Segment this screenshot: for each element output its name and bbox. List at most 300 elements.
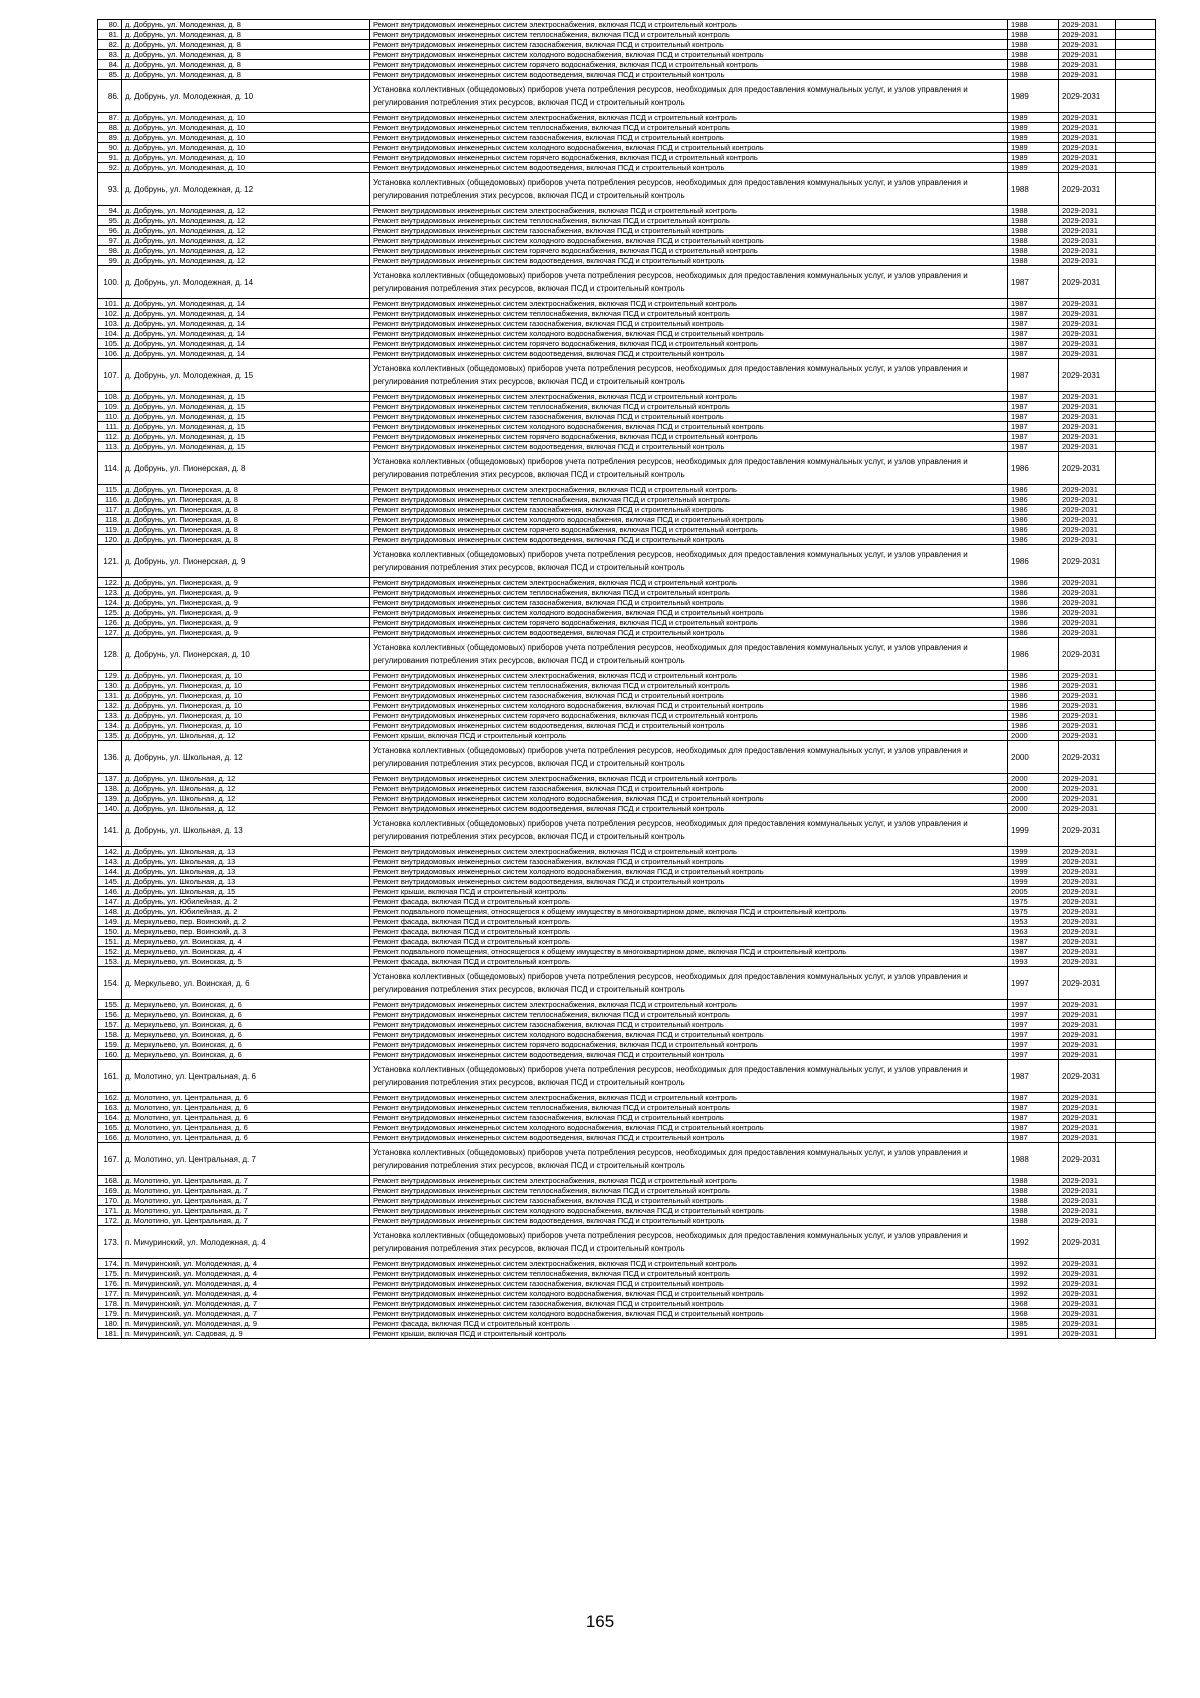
row-number: 89.	[98, 133, 122, 143]
period-cell: 2029-2031	[1059, 877, 1116, 887]
address-cell: п. Мичуринский, ул. Молодежная, д. 4	[122, 1269, 370, 1279]
row-number: 163.	[98, 1103, 122, 1113]
empty-cell	[1116, 947, 1156, 957]
period-cell: 2029-2031	[1059, 1309, 1116, 1319]
address-cell: д. Добрунь, ул. Пионерская, д. 8	[122, 515, 370, 525]
table-row	[98, 50, 1156, 60]
row-number: 97.	[98, 236, 122, 246]
empty-cell	[1116, 784, 1156, 794]
row-number: 128.	[98, 638, 122, 671]
address-cell: д. Добрунь, ул. Молодежная, д. 15	[122, 432, 370, 442]
table-row	[98, 1269, 1156, 1279]
address-cell: д. Добрунь, ул. Пионерская, д. 8	[122, 495, 370, 505]
table-row	[98, 485, 1156, 495]
period-cell: 2029-2031	[1059, 40, 1116, 50]
table-row	[98, 711, 1156, 721]
table-row	[98, 947, 1156, 957]
address-cell: д. Добрунь, ул. Молодежная, д. 14	[122, 309, 370, 319]
work-type-cell: Установка коллективных (общедомовых) приборов учета потребления ресурсов, необходимых для предоставления коммунальных услуг, и узлов управления и регулирования потребления этих ресурсов, включая ПСД и строительный контроль	[370, 1226, 1008, 1259]
year-cell: 1987	[1008, 1060, 1059, 1093]
period-cell: 2029-2031	[1059, 485, 1116, 495]
work-type-cell: Ремонт внутридомовых инженерных систем горячего водоснабжения, включая ПСД и строительный контроль	[370, 246, 1008, 256]
table-row	[98, 794, 1156, 804]
period-cell: 2029-2031	[1059, 804, 1116, 814]
year-cell: 2000	[1008, 731, 1059, 741]
year-cell: 1987	[1008, 432, 1059, 442]
row-number: 107.	[98, 359, 122, 392]
empty-cell	[1116, 1176, 1156, 1186]
period-cell: 2029-2031	[1059, 1269, 1116, 1279]
table-row	[98, 927, 1156, 937]
period-cell: 2029-2031	[1059, 1226, 1116, 1259]
address-cell: д. Добрунь, ул. Пионерская, д. 9	[122, 588, 370, 598]
table-row	[98, 339, 1156, 349]
year-cell: 1988	[1008, 20, 1059, 30]
table-row	[98, 515, 1156, 525]
work-type-cell: Ремонт внутридомовых инженерных систем теплоснабжения, включая ПСД и строительный контроль	[370, 681, 1008, 691]
period-cell: 2029-2031	[1059, 60, 1116, 70]
year-cell: 1989	[1008, 163, 1059, 173]
table-row	[98, 957, 1156, 967]
address-cell: д. Добрунь, ул. Молодежная, д. 12	[122, 206, 370, 216]
empty-cell	[1116, 691, 1156, 701]
empty-cell	[1116, 226, 1156, 236]
row-number: 165.	[98, 1123, 122, 1133]
year-cell: 1989	[1008, 113, 1059, 123]
work-type-cell: Ремонт внутридомовых инженерных систем холодного водоснабжения, включая ПСД и строительный контроль	[370, 422, 1008, 432]
address-cell: д. Меркульево, ул. Воинская, д. 5	[122, 957, 370, 967]
table-row	[98, 349, 1156, 359]
address-cell: д. Меркульево, ул. Воинская, д. 6	[122, 1000, 370, 1010]
row-number: 179.	[98, 1309, 122, 1319]
work-type-cell: Ремонт внутридомовых инженерных систем электроснабжения, включая ПСД и строительный контроль	[370, 206, 1008, 216]
year-cell: 1989	[1008, 133, 1059, 143]
row-number: 123.	[98, 588, 122, 598]
table-row	[98, 784, 1156, 794]
empty-cell	[1116, 216, 1156, 226]
period-cell: 2029-2031	[1059, 329, 1116, 339]
period-cell: 2029-2031	[1059, 578, 1116, 588]
row-number: 166.	[98, 1133, 122, 1143]
work-type-cell: Ремонт внутридомовых инженерных систем холодного водоснабжения, включая ПСД и строительный контроль	[370, 701, 1008, 711]
period-cell: 2029-2031	[1059, 525, 1116, 535]
work-type-cell: Ремонт внутридомовых инженерных систем теплоснабжения, включая ПСД и строительный контроль	[370, 309, 1008, 319]
year-cell: 1986	[1008, 638, 1059, 671]
period-cell: 2029-2031	[1059, 1113, 1116, 1123]
work-type-cell: Ремонт внутридомовых инженерных систем холодного водоснабжения, включая ПСД и строительный контроль	[370, 794, 1008, 804]
row-number: 129.	[98, 671, 122, 681]
work-type-cell: Ремонт внутридомовых инженерных систем электроснабжения, включая ПСД и строительный контроль	[370, 1093, 1008, 1103]
work-type-cell: Ремонт внутридомовых инженерных систем водоотведения, включая ПСД и строительный контроль	[370, 163, 1008, 173]
work-type-cell: Ремонт внутридомовых инженерных систем теплоснабжения, включая ПСД и строительный контроль	[370, 402, 1008, 412]
work-type-cell: Ремонт внутридомовых инженерных систем холодного водоснабжения, включая ПСД и строительный контроль	[370, 515, 1008, 525]
work-type-cell: Ремонт внутридомовых инженерных систем водоотведения, включая ПСД и строительный контроль	[370, 721, 1008, 731]
address-cell: д. Добрунь, ул. Пионерская, д. 9	[122, 618, 370, 628]
year-cell: 1987	[1008, 299, 1059, 309]
work-type-cell: Ремонт фасада, включая ПСД и строительный контроль	[370, 957, 1008, 967]
year-cell: 1986	[1008, 495, 1059, 505]
period-cell: 2029-2031	[1059, 392, 1116, 402]
table-row	[98, 20, 1156, 30]
table-row	[98, 1196, 1156, 1206]
empty-cell	[1116, 20, 1156, 30]
year-cell: 1987	[1008, 1093, 1059, 1103]
period-cell: 2029-2031	[1059, 1060, 1116, 1093]
row-number: 116.	[98, 495, 122, 505]
work-type-cell: Ремонт фасада, включая ПСД и строительный контроль	[370, 897, 1008, 907]
address-cell: п. Мичуринский, ул. Молодежная, д. 4	[122, 1259, 370, 1269]
year-cell: 2000	[1008, 804, 1059, 814]
year-cell: 2000	[1008, 794, 1059, 804]
address-cell: д. Добрунь, ул. Молодежная, д. 14	[122, 266, 370, 299]
period-cell: 2029-2031	[1059, 721, 1116, 731]
address-cell: п. Мичуринский, ул. Садовая, д. 9	[122, 1329, 370, 1339]
table-row	[98, 113, 1156, 123]
address-cell: д. Добрунь, ул. Пионерская, д. 8	[122, 525, 370, 535]
address-cell: д. Молотино, ул. Центральная, д. 7	[122, 1186, 370, 1196]
row-number: 142.	[98, 847, 122, 857]
works-table	[97, 19, 1156, 1339]
row-number: 113.	[98, 442, 122, 452]
period-cell: 2029-2031	[1059, 671, 1116, 681]
year-cell: 1987	[1008, 1103, 1059, 1113]
empty-cell	[1116, 442, 1156, 452]
row-number: 84.	[98, 60, 122, 70]
table-row	[98, 266, 1156, 299]
empty-cell	[1116, 721, 1156, 731]
year-cell: 1986	[1008, 618, 1059, 628]
year-cell: 1988	[1008, 1143, 1059, 1176]
address-cell: д. Добрунь, ул. Школьная, д. 13	[122, 814, 370, 847]
year-cell: 1989	[1008, 153, 1059, 163]
table-row	[98, 153, 1156, 163]
table-row	[98, 721, 1156, 731]
period-cell: 2029-2031	[1059, 1176, 1116, 1186]
year-cell: 1988	[1008, 173, 1059, 206]
empty-cell	[1116, 1093, 1156, 1103]
row-number: 86.	[98, 80, 122, 113]
year-cell: 1987	[1008, 422, 1059, 432]
row-number: 175.	[98, 1269, 122, 1279]
period-cell: 2029-2031	[1059, 143, 1116, 153]
table-row	[98, 804, 1156, 814]
empty-cell	[1116, 422, 1156, 432]
address-cell: д. Молотино, ул. Центральная, д. 6	[122, 1093, 370, 1103]
year-cell: 1988	[1008, 50, 1059, 60]
work-type-cell: Ремонт внутридомовых инженерных систем электроснабжения, включая ПСД и строительный контроль	[370, 299, 1008, 309]
year-cell: 1985	[1008, 1319, 1059, 1329]
year-cell: 1986	[1008, 452, 1059, 485]
empty-cell	[1116, 319, 1156, 329]
period-cell: 2029-2031	[1059, 402, 1116, 412]
table-row	[98, 578, 1156, 588]
table-row	[98, 40, 1156, 50]
address-cell: д. Добрунь, ул. Молодежная, д. 14	[122, 329, 370, 339]
address-cell: д. Добрунь, ул. Школьная, д. 12	[122, 804, 370, 814]
work-type-cell: Ремонт внутридомовых инженерных систем холодного водоснабжения, включая ПСД и строительный контроль	[370, 143, 1008, 153]
work-type-cell: Установка коллективных (общедомовых) приборов учета потребления ресурсов, необходимых для предоставления коммунальных услуг, и узлов управления и регулирования потребления этих ресурсов, включая ПСД и строительный контроль	[370, 1143, 1008, 1176]
table-row	[98, 1186, 1156, 1196]
address-cell: д. Молотино, ул. Центральная, д. 6	[122, 1123, 370, 1133]
empty-cell	[1116, 80, 1156, 113]
work-type-cell: Ремонт внутридомовых инженерных систем горячего водоснабжения, включая ПСД и строительный контроль	[370, 618, 1008, 628]
empty-cell	[1116, 588, 1156, 598]
empty-cell	[1116, 1000, 1156, 1010]
year-cell: 1999	[1008, 877, 1059, 887]
table-row	[98, 857, 1156, 867]
period-cell: 2029-2031	[1059, 299, 1116, 309]
empty-cell	[1116, 123, 1156, 133]
period-cell: 2029-2031	[1059, 319, 1116, 329]
table-row	[98, 173, 1156, 206]
work-type-cell: Ремонт внутридомовых инженерных систем электроснабжения, включая ПСД и строительный контроль	[370, 113, 1008, 123]
row-number: 109.	[98, 402, 122, 412]
year-cell: 1988	[1008, 1206, 1059, 1216]
table-row	[98, 1143, 1156, 1176]
table-row	[98, 1000, 1156, 1010]
table-row	[98, 867, 1156, 877]
period-cell: 2029-2031	[1059, 741, 1116, 774]
year-cell: 1997	[1008, 967, 1059, 1000]
table-row	[98, 392, 1156, 402]
row-number: 91.	[98, 153, 122, 163]
address-cell: д. Добрунь, ул. Пионерская, д. 8	[122, 535, 370, 545]
empty-cell	[1116, 618, 1156, 628]
period-cell: 2029-2031	[1059, 1259, 1116, 1269]
table-row	[98, 907, 1156, 917]
work-type-cell: Ремонт внутридомовых инженерных систем электроснабжения, включая ПСД и строительный контроль	[370, 1000, 1008, 1010]
row-number: 119.	[98, 525, 122, 535]
table-row	[98, 206, 1156, 216]
period-cell: 2029-2031	[1059, 638, 1116, 671]
row-number: 96.	[98, 226, 122, 236]
row-number: 83.	[98, 50, 122, 60]
row-number: 102.	[98, 309, 122, 319]
table-row	[98, 309, 1156, 319]
empty-cell	[1116, 1133, 1156, 1143]
empty-cell	[1116, 1103, 1156, 1113]
period-cell: 2029-2031	[1059, 163, 1116, 173]
year-cell: 1988	[1008, 246, 1059, 256]
period-cell: 2029-2031	[1059, 1030, 1116, 1040]
period-cell: 2029-2031	[1059, 216, 1116, 226]
table-row	[98, 1319, 1156, 1329]
work-type-cell: Ремонт крыши, включая ПСД и строительный контроль	[370, 1329, 1008, 1339]
address-cell: д. Добрунь, ул. Молодежная, д. 8	[122, 40, 370, 50]
empty-cell	[1116, 133, 1156, 143]
work-type-cell: Ремонт внутридомовых инженерных систем газоснабжения, включая ПСД и строительный контроль	[370, 691, 1008, 701]
table-row	[98, 70, 1156, 80]
empty-cell	[1116, 30, 1156, 40]
year-cell: 1987	[1008, 1113, 1059, 1123]
work-type-cell: Ремонт внутридомовых инженерных систем газоснабжения, включая ПСД и строительный контроль	[370, 1113, 1008, 1123]
empty-cell	[1116, 432, 1156, 442]
year-cell: 1986	[1008, 701, 1059, 711]
address-cell: д. Добрунь, ул. Школьная, д. 15	[122, 887, 370, 897]
year-cell: 1986	[1008, 535, 1059, 545]
row-number: 138.	[98, 784, 122, 794]
empty-cell	[1116, 70, 1156, 80]
row-number: 143.	[98, 857, 122, 867]
year-cell: 1986	[1008, 598, 1059, 608]
period-cell: 2029-2031	[1059, 20, 1116, 30]
row-number: 170.	[98, 1196, 122, 1206]
address-cell: п. Мичуринский, ул. Молодежная, д. 4	[122, 1279, 370, 1289]
table-row	[98, 671, 1156, 681]
empty-cell	[1116, 1206, 1156, 1216]
period-cell: 2029-2031	[1059, 452, 1116, 485]
empty-cell	[1116, 711, 1156, 721]
period-cell: 2029-2031	[1059, 1020, 1116, 1030]
period-cell: 2029-2031	[1059, 442, 1116, 452]
row-number: 98.	[98, 246, 122, 256]
period-cell: 2029-2031	[1059, 256, 1116, 266]
work-type-cell: Ремонт внутридомовых инженерных систем газоснабжения, включая ПСД и строительный контроль	[370, 1196, 1008, 1206]
year-cell: 1999	[1008, 867, 1059, 877]
address-cell: д. Добрунь, ул. Молодежная, д. 15	[122, 402, 370, 412]
row-number: 100.	[98, 266, 122, 299]
year-cell: 1999	[1008, 814, 1059, 847]
period-cell: 2029-2031	[1059, 1050, 1116, 1060]
table-row	[98, 60, 1156, 70]
row-number: 125.	[98, 608, 122, 618]
work-type-cell: Ремонт фасада, включая ПСД и строительный контроль	[370, 1319, 1008, 1329]
empty-cell	[1116, 907, 1156, 917]
empty-cell	[1116, 638, 1156, 671]
row-number: 121.	[98, 545, 122, 578]
address-cell: д. Добрунь, ул. Молодежная, д. 8	[122, 20, 370, 30]
empty-cell	[1116, 359, 1156, 392]
address-cell: д. Молотино, ул. Центральная, д. 6	[122, 1113, 370, 1123]
period-cell: 2029-2031	[1059, 588, 1116, 598]
empty-cell	[1116, 887, 1156, 897]
table-row	[98, 814, 1156, 847]
year-cell: 1987	[1008, 309, 1059, 319]
empty-cell	[1116, 598, 1156, 608]
row-number: 160.	[98, 1050, 122, 1060]
address-cell: д. Добрунь, ул. Молодежная, д. 10	[122, 123, 370, 133]
year-cell: 1997	[1008, 1050, 1059, 1060]
period-cell: 2029-2031	[1059, 917, 1116, 927]
work-type-cell: Ремонт фасада, включая ПСД и строительный контроль	[370, 917, 1008, 927]
work-type-cell: Установка коллективных (общедомовых) приборов учета потребления ресурсов, необходимых для предоставления коммунальных услуг, и узлов управления и регулирования потребления этих ресурсов, включая ПСД и строительный контроль	[370, 967, 1008, 1000]
period-cell: 2029-2031	[1059, 80, 1116, 113]
period-cell: 2029-2031	[1059, 857, 1116, 867]
work-type-cell: Ремонт внутридомовых инженерных систем холодного водоснабжения, включая ПСД и строительный контроль	[370, 236, 1008, 246]
empty-cell	[1116, 608, 1156, 618]
address-cell: д. Добрунь, ул. Школьная, д. 12	[122, 774, 370, 784]
empty-cell	[1116, 804, 1156, 814]
address-cell: д. Добрунь, ул. Молодежная, д. 12	[122, 216, 370, 226]
empty-cell	[1116, 495, 1156, 505]
address-cell: д. Добрунь, ул. Молодежная, д. 10	[122, 80, 370, 113]
work-type-cell: Ремонт внутридомовых инженерных систем электроснабжения, включая ПСД и строительный контроль	[370, 774, 1008, 784]
work-type-cell: Ремонт внутридомовых инженерных систем электроснабжения, включая ПСД и строительный контроль	[370, 578, 1008, 588]
address-cell: д. Добрунь, ул. Молодежная, д. 15	[122, 359, 370, 392]
year-cell: 1988	[1008, 1176, 1059, 1186]
period-cell: 2029-2031	[1059, 173, 1116, 206]
empty-cell	[1116, 1113, 1156, 1123]
row-number: 117.	[98, 505, 122, 515]
period-cell: 2029-2031	[1059, 1123, 1116, 1133]
year-cell: 1988	[1008, 1196, 1059, 1206]
row-number: 137.	[98, 774, 122, 784]
row-number: 150.	[98, 927, 122, 937]
work-type-cell: Ремонт внутридомовых инженерных систем газоснабжения, включая ПСД и строительный контроль	[370, 505, 1008, 515]
period-cell: 2029-2031	[1059, 422, 1116, 432]
row-number: 127.	[98, 628, 122, 638]
table-row	[98, 246, 1156, 256]
year-cell: 1987	[1008, 442, 1059, 452]
year-cell: 1987	[1008, 1133, 1059, 1143]
empty-cell	[1116, 1279, 1156, 1289]
year-cell: 2000	[1008, 784, 1059, 794]
empty-cell	[1116, 1259, 1156, 1269]
address-cell: д. Добрунь, ул. Пионерская, д. 8	[122, 505, 370, 515]
row-number: 158.	[98, 1030, 122, 1040]
period-cell: 2029-2031	[1059, 937, 1116, 947]
empty-cell	[1116, 877, 1156, 887]
work-type-cell: Установка коллективных (общедомовых) приборов учета потребления ресурсов, необходимых для предоставления коммунальных услуг, и узлов управления и регулирования потребления этих ресурсов, включая ПСД и строительный контроль	[370, 741, 1008, 774]
address-cell: д. Добрунь, ул. Молодежная, д. 14	[122, 339, 370, 349]
period-cell: 2029-2031	[1059, 1196, 1116, 1206]
work-type-cell: Ремонт внутридомовых инженерных систем горячего водоснабжения, включая ПСД и строительный контроль	[370, 711, 1008, 721]
table-row	[98, 1259, 1156, 1269]
year-cell: 1989	[1008, 123, 1059, 133]
table-row	[98, 1133, 1156, 1143]
empty-cell	[1116, 917, 1156, 927]
row-number: 105.	[98, 339, 122, 349]
period-cell: 2029-2031	[1059, 1186, 1116, 1196]
table-row	[98, 847, 1156, 857]
table-row	[98, 30, 1156, 40]
year-cell: 1986	[1008, 505, 1059, 515]
address-cell: д. Добрунь, ул. Юбилейная, д. 2	[122, 907, 370, 917]
row-number: 85.	[98, 70, 122, 80]
period-cell: 2029-2031	[1059, 545, 1116, 578]
address-cell: д. Добрунь, ул. Пионерская, д. 8	[122, 485, 370, 495]
work-type-cell: Ремонт внутридомовых инженерных систем водоотведения, включая ПСД и строительный контроль	[370, 1133, 1008, 1143]
empty-cell	[1116, 967, 1156, 1000]
year-cell: 1988	[1008, 206, 1059, 216]
address-cell: д. Меркульево, пер. Воинский, д. 3	[122, 927, 370, 937]
row-number: 146.	[98, 887, 122, 897]
address-cell: д. Добрунь, ул. Пионерская, д. 10	[122, 721, 370, 731]
empty-cell	[1116, 525, 1156, 535]
period-cell: 2029-2031	[1059, 339, 1116, 349]
address-cell: д. Добрунь, ул. Школьная, д. 12	[122, 794, 370, 804]
year-cell: 1999	[1008, 857, 1059, 867]
address-cell: д. Добрунь, ул. Пионерская, д. 9	[122, 545, 370, 578]
table-row	[98, 412, 1156, 422]
work-type-cell: Ремонт внутридомовых инженерных систем электроснабжения, включая ПСД и строительный контроль	[370, 847, 1008, 857]
empty-cell	[1116, 957, 1156, 967]
table-row	[98, 1176, 1156, 1186]
table-row	[98, 1216, 1156, 1226]
row-number: 135.	[98, 731, 122, 741]
work-type-cell: Ремонт внутридомовых инженерных систем электроснабжения, включая ПСД и строительный контроль	[370, 392, 1008, 402]
work-type-cell: Ремонт внутридомовых инженерных систем холодного водоснабжения, включая ПСД и строительный контроль	[370, 608, 1008, 618]
year-cell: 1987	[1008, 1123, 1059, 1133]
year-cell: 1986	[1008, 711, 1059, 721]
work-type-cell: Установка коллективных (общедомовых) приборов учета потребления ресурсов, необходимых для предоставления коммунальных услуг, и узлов управления и регулирования потребления этих ресурсов, включая ПСД и строительный контроль	[370, 173, 1008, 206]
table-row	[98, 967, 1156, 1000]
address-cell: д. Добрунь, ул. Молодежная, д. 8	[122, 30, 370, 40]
work-type-cell: Ремонт внутридомовых инженерных систем теплоснабжения, включая ПСД и строительный контроль	[370, 588, 1008, 598]
address-cell: д. Молотино, ул. Центральная, д. 6	[122, 1133, 370, 1143]
work-type-cell: Ремонт внутридомовых инженерных систем водоотведения, включая ПСД и строительный контроль	[370, 535, 1008, 545]
address-cell: д. Добрунь, ул. Молодежная, д. 14	[122, 319, 370, 329]
